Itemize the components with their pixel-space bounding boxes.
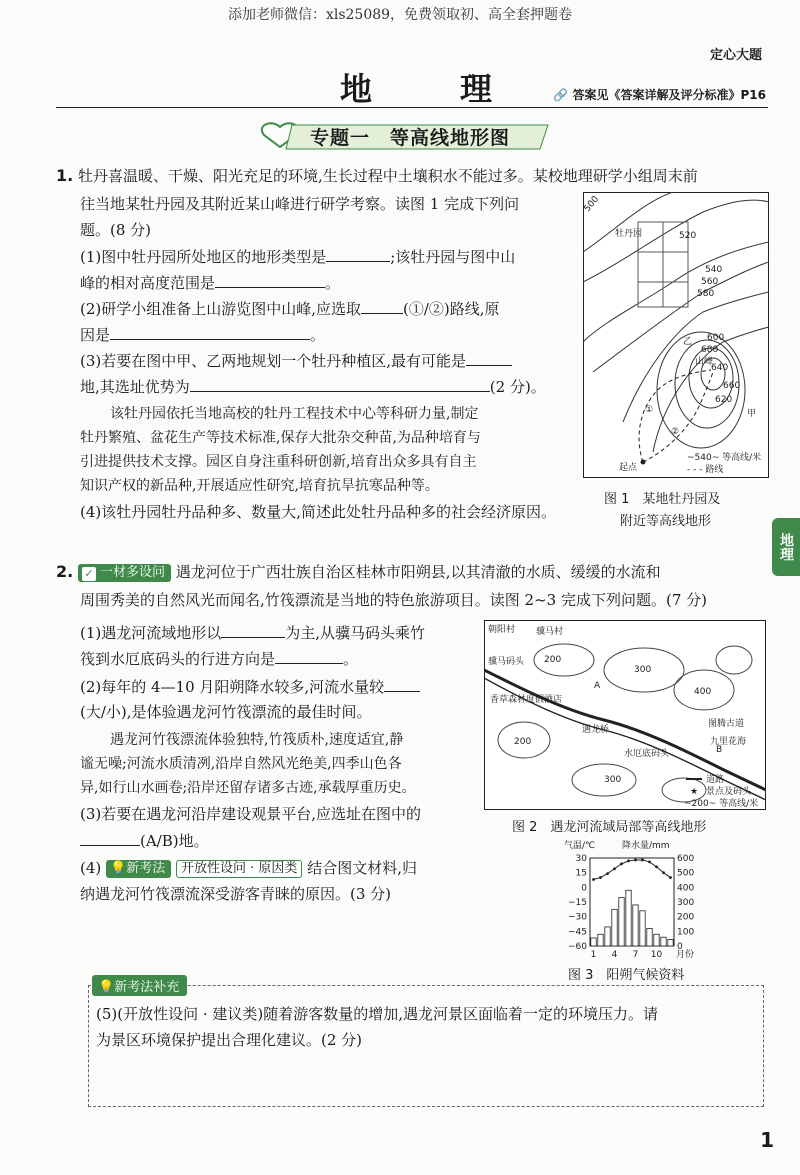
svg-text:400: 400	[694, 687, 712, 697]
page-number: 1	[760, 1128, 774, 1152]
answer-blank[interactable]	[326, 246, 390, 262]
precip-bar	[619, 898, 624, 946]
answer-blank[interactable]	[361, 298, 403, 314]
figure-1-caption-line1: 图 1 某地牡丹园及	[604, 492, 721, 507]
q1-part1-text: (1)图中牡丹园所处地区的地形类型是	[80, 248, 327, 266]
supplement-line-1: (5)(开放性设问 · 建议类)随着游客数量的增加,遇龙河景区面临着一定的环境压力。请	[96, 1005, 659, 1023]
svg-text:300: 300	[634, 665, 652, 675]
header-label: 定心大题	[709, 48, 762, 63]
q2-part3-text-b: (A/B)地。	[140, 832, 209, 850]
q2-number: 2.	[56, 562, 74, 581]
month-axis-label: 月份	[676, 950, 695, 960]
precip-bar	[661, 937, 666, 946]
figure-3-caption: 图 3 阳朔气候资料	[568, 968, 685, 983]
precip-bar	[647, 928, 652, 946]
answer-blank[interactable]	[80, 830, 140, 846]
q1-part3	[80, 350, 512, 371]
q2-part1-cont	[80, 648, 358, 669]
q2-part2-text: (2)每年的 4—10 月阳朔降水较多,河流水量较	[80, 678, 385, 696]
temp-tick-label: 30	[575, 854, 587, 864]
q2-part1-text-d: 。	[343, 650, 359, 668]
answer-blank[interactable]	[221, 622, 285, 638]
q1-part3-text-c: (2 分)。	[489, 378, 546, 396]
header-divider	[56, 107, 768, 108]
precip-bar	[612, 909, 617, 946]
svg-text:620: 620	[715, 395, 733, 405]
svg-text:山峰: 山峰	[695, 357, 714, 367]
q1-line-3: 题。(8 分)	[80, 221, 152, 239]
q2-line-1	[56, 562, 661, 582]
q1-part1-text-d: 。	[325, 274, 341, 292]
temp-tick-label: −60	[568, 942, 587, 952]
q2-material-2: 谧无噪;河流水质清冽,沿岸自然风光绝美,四季山色各	[80, 756, 402, 772]
q1-part2-cont	[80, 324, 325, 345]
contour-map-1	[583, 192, 769, 478]
svg-text:起点: 起点	[619, 463, 638, 473]
precip-tick-label: 100	[677, 927, 695, 938]
answer-blank[interactable]	[275, 648, 343, 664]
q1-number: 1.	[56, 166, 74, 185]
q2-part2	[80, 676, 420, 697]
q2-line-2: 周围秀美的自然风光而闻名,竹筏漂流是当地的特色旅游项目。读图 2~3 完成下列问题。(7 分)	[80, 591, 707, 609]
svg-text:560: 560	[701, 277, 719, 287]
q2-part4-text: 结合图文材料,归	[307, 859, 417, 877]
q1-part4: (4)该牡丹园牡丹品种多、数量大,简述此处牡丹品种多的社会经济原因。	[80, 503, 557, 521]
check-icon: ✓	[82, 567, 96, 581]
open-question-tag: 开放性设问 · 原因类	[176, 860, 302, 878]
precip-bar	[633, 905, 638, 946]
svg-text:680: 680	[701, 345, 719, 355]
precip-bar	[654, 934, 659, 946]
answer-blank[interactable]	[466, 350, 512, 366]
q2-material-1: 遇龙河竹筏漂流体验独特,竹筏质朴,速度适宜,静	[110, 732, 404, 748]
precip-tick-label: 600	[677, 854, 695, 864]
svg-text:B: B	[716, 745, 723, 755]
q2-material-3: 异,如行山水画卷;沿岸还留存诸多古迹,承载厚重历史。	[80, 780, 416, 796]
q1-part1-text-b: ;该牡丹园与图中山	[390, 248, 516, 266]
q1-part2-text: (2)研学小组准备上山游览图中山峰,应选取	[80, 300, 362, 318]
precip-bar	[640, 911, 645, 946]
q1-part2	[80, 298, 500, 319]
figure-1-caption-line2: 附近等高线地形	[620, 514, 712, 529]
month-tick-label: 10	[650, 950, 663, 960]
svg-text:乙: 乙	[683, 337, 693, 347]
svg-text:水厄底码头: 水厄底码头	[624, 749, 670, 759]
q1-line-1	[56, 166, 698, 186]
q2-part1-text: (1)遇龙河流域地形以	[80, 624, 222, 642]
q1-material-1: 该牡丹园依托当地高校的牡丹工程技术中心等科研力量,制定	[110, 406, 479, 422]
q2-part3-cont	[80, 830, 209, 851]
svg-text:图腾古道: 图腾古道	[708, 719, 745, 729]
svg-text:朝阳村: 朝阳村	[488, 625, 516, 635]
svg-text:A: A	[594, 681, 601, 691]
q1-part2-text-b: (①/②)路线,原	[403, 300, 500, 318]
q1-material-4: 知识产权的新品种,开展适应性研究,培育抗旱抗寒品种等。	[80, 478, 439, 494]
svg-text:520: 520	[679, 231, 697, 241]
svg-text:200: 200	[514, 737, 532, 747]
figure-3-climate-chart	[556, 836, 706, 970]
temp-tick-label: 15	[575, 868, 587, 879]
svg-text:500: 500	[583, 194, 602, 215]
q2-part2-cont: (大/小),是体验遇龙河竹筏漂流的最佳时间。	[80, 703, 372, 721]
precip-tick-label: 0	[677, 942, 683, 952]
supplement-tag	[92, 975, 187, 996]
precip-tick-label: 400	[677, 883, 695, 894]
q1-material-3: 引进提供技术支撑。园区自身注重科研创新,培育出众多具有自主	[80, 454, 477, 470]
new-method-tag	[106, 860, 171, 878]
figure-2-caption: 图 2 遇龙河流域局部等高线地形	[512, 820, 707, 835]
q1-part3-cont	[80, 376, 546, 397]
q2-part3: (3)若要在遇龙河沿岸建设观景平台,应选址在图中的	[80, 805, 422, 823]
svg-text:★: ★	[690, 787, 699, 797]
svg-text:骥马码头: 骥马码头	[488, 657, 525, 667]
contour-map-2	[484, 620, 766, 810]
svg-text:骥马村: 骥马村	[536, 627, 564, 637]
svg-text:540: 540	[705, 265, 723, 275]
month-tick-label: 1	[590, 950, 597, 960]
page-title: 地 理	[340, 70, 521, 108]
watermark-text: 添加老师微信：xls25089，免费领取初、高全套押题卷	[227, 7, 573, 23]
temp-point	[620, 862, 623, 865]
temp-tick-label: −45	[568, 927, 587, 938]
legend-contour: ~540~ 等高线/米	[687, 453, 762, 463]
figure-2-contour-map	[484, 620, 766, 814]
temp-tick-label: 0	[581, 883, 587, 894]
svg-text:640: 640	[711, 363, 729, 373]
month-tick-label: 4	[611, 950, 618, 960]
temp-point	[641, 859, 644, 862]
temp-point	[648, 861, 651, 864]
answer-blank[interactable]	[190, 376, 490, 392]
svg-text:遇龙桥: 遇龙桥	[582, 725, 610, 735]
q2-tag-text: 一材多设问	[100, 565, 166, 580]
legend-contour-2: ~200~ 等高线/米	[684, 799, 759, 809]
temp-tick-label: −30	[568, 912, 587, 923]
q2-part1-text-c: 筏到水厄底码头的行进方向是	[80, 650, 276, 668]
lightbulb-icon: 💡	[110, 861, 127, 876]
q1-part3-text-b: 地,其选址优势为	[80, 378, 190, 396]
topic-banner-text: 专题一 等高线地形图	[310, 127, 511, 149]
svg-text:②: ②	[671, 427, 680, 437]
legend-spot: 景点及码头	[706, 787, 752, 797]
precip-bar	[605, 927, 610, 946]
subject-side-tab[interactable]: 地理	[772, 518, 800, 576]
precip-tick-label: 300	[677, 898, 695, 908]
supplement-tag-text: 新考法补充	[114, 980, 180, 995]
q2-part4	[80, 858, 417, 878]
temp-point	[627, 860, 630, 863]
legend-road: 道路	[706, 775, 725, 785]
svg-text:600: 600	[707, 333, 725, 343]
q2-part1	[80, 622, 425, 643]
q1-part2-text-d: 。	[310, 326, 326, 344]
precip-axis-label: 降水量/mm	[622, 841, 670, 851]
temp-point	[606, 872, 609, 875]
topic-banner	[250, 121, 550, 151]
precip-bar	[591, 938, 596, 946]
temp-point	[613, 867, 616, 870]
legend-route: - - - 路线	[687, 465, 724, 475]
svg-text:300: 300	[604, 775, 622, 785]
temp-point	[669, 876, 672, 879]
precip-bar	[598, 934, 603, 946]
temp-axis-label: 气温/℃	[564, 841, 596, 851]
precip-bar	[668, 939, 673, 946]
svg-text:①: ①	[645, 405, 654, 415]
q1-part1-text-c: 峰的相对高度范围是	[80, 274, 216, 292]
q2-text: 遇龙河位于广西壮族自治区桂林市阳朔县,以其清澈的水质、缓缓的水流和	[175, 563, 661, 581]
q1-line-2: 往当地某牡丹园及其附近某山峰进行研学考察。读图 1 完成下列问	[80, 195, 520, 213]
precip-tick-label: 200	[677, 912, 695, 923]
temp-tick-label: −15	[568, 898, 587, 908]
q2-part4-num: (4)	[80, 859, 102, 877]
q1-text: 牡丹喜温暖、干燥、阳光充足的环境,生长过程中土壤积水不能过多。某校地理研学小组周末前	[78, 167, 698, 185]
q1-part1-cont	[80, 272, 340, 293]
q1-part3-text: (3)若要在图中甲、乙两地规划一个牡丹种植区,最有可能是	[80, 352, 467, 370]
new-method-tag-text: 新考法	[126, 861, 166, 876]
link-icon: 🔗	[553, 88, 569, 102]
svg-text:香草森林度假酒店: 香草森林度假酒店	[490, 695, 563, 705]
precip-tick-label: 500	[677, 868, 695, 879]
temp-point	[655, 865, 658, 868]
climate-chart	[556, 836, 706, 966]
svg-text:200: 200	[544, 655, 562, 665]
answer-blank[interactable]	[215, 272, 325, 288]
q1-part2-text-c: 因是	[80, 326, 111, 344]
lightbulb-icon: 💡	[98, 980, 115, 995]
temp-point	[592, 878, 595, 881]
month-tick-label: 7	[632, 950, 639, 960]
q1-part1	[80, 246, 515, 267]
precip-bar	[626, 890, 631, 946]
q1-material-2: 牡丹繁殖、盆花生产等技术标准,保存大批杂交种苗,为品种培育与	[80, 430, 481, 446]
svg-text:甲: 甲	[747, 409, 757, 419]
answer-reference-text: 答案见《答案详解及评分标准》P16	[572, 88, 766, 102]
q2-part4-cont: 纳遇龙河竹筏漂流深受游客青睐的原因。(3 分)	[80, 885, 392, 903]
q2-tag	[78, 564, 171, 582]
svg-text:660: 660	[723, 381, 741, 391]
figure-1-contour-map	[583, 192, 769, 482]
answer-blank[interactable]	[110, 324, 310, 340]
svg-text:九里花海: 九里花海	[710, 737, 747, 747]
temp-point	[634, 859, 637, 862]
answer-reference	[553, 86, 766, 103]
q2-part1-text-b: 为主,从骥马码头乘竹	[285, 624, 426, 642]
peony-garden-label: 牡丹园	[615, 229, 643, 239]
svg-text:580: 580	[697, 289, 715, 299]
supplement-line-2: 为景区环境保护提出合理化建议。(2 分)	[96, 1031, 363, 1049]
temp-point	[662, 871, 665, 874]
temp-point	[599, 876, 602, 879]
answer-blank[interactable]	[384, 676, 420, 692]
